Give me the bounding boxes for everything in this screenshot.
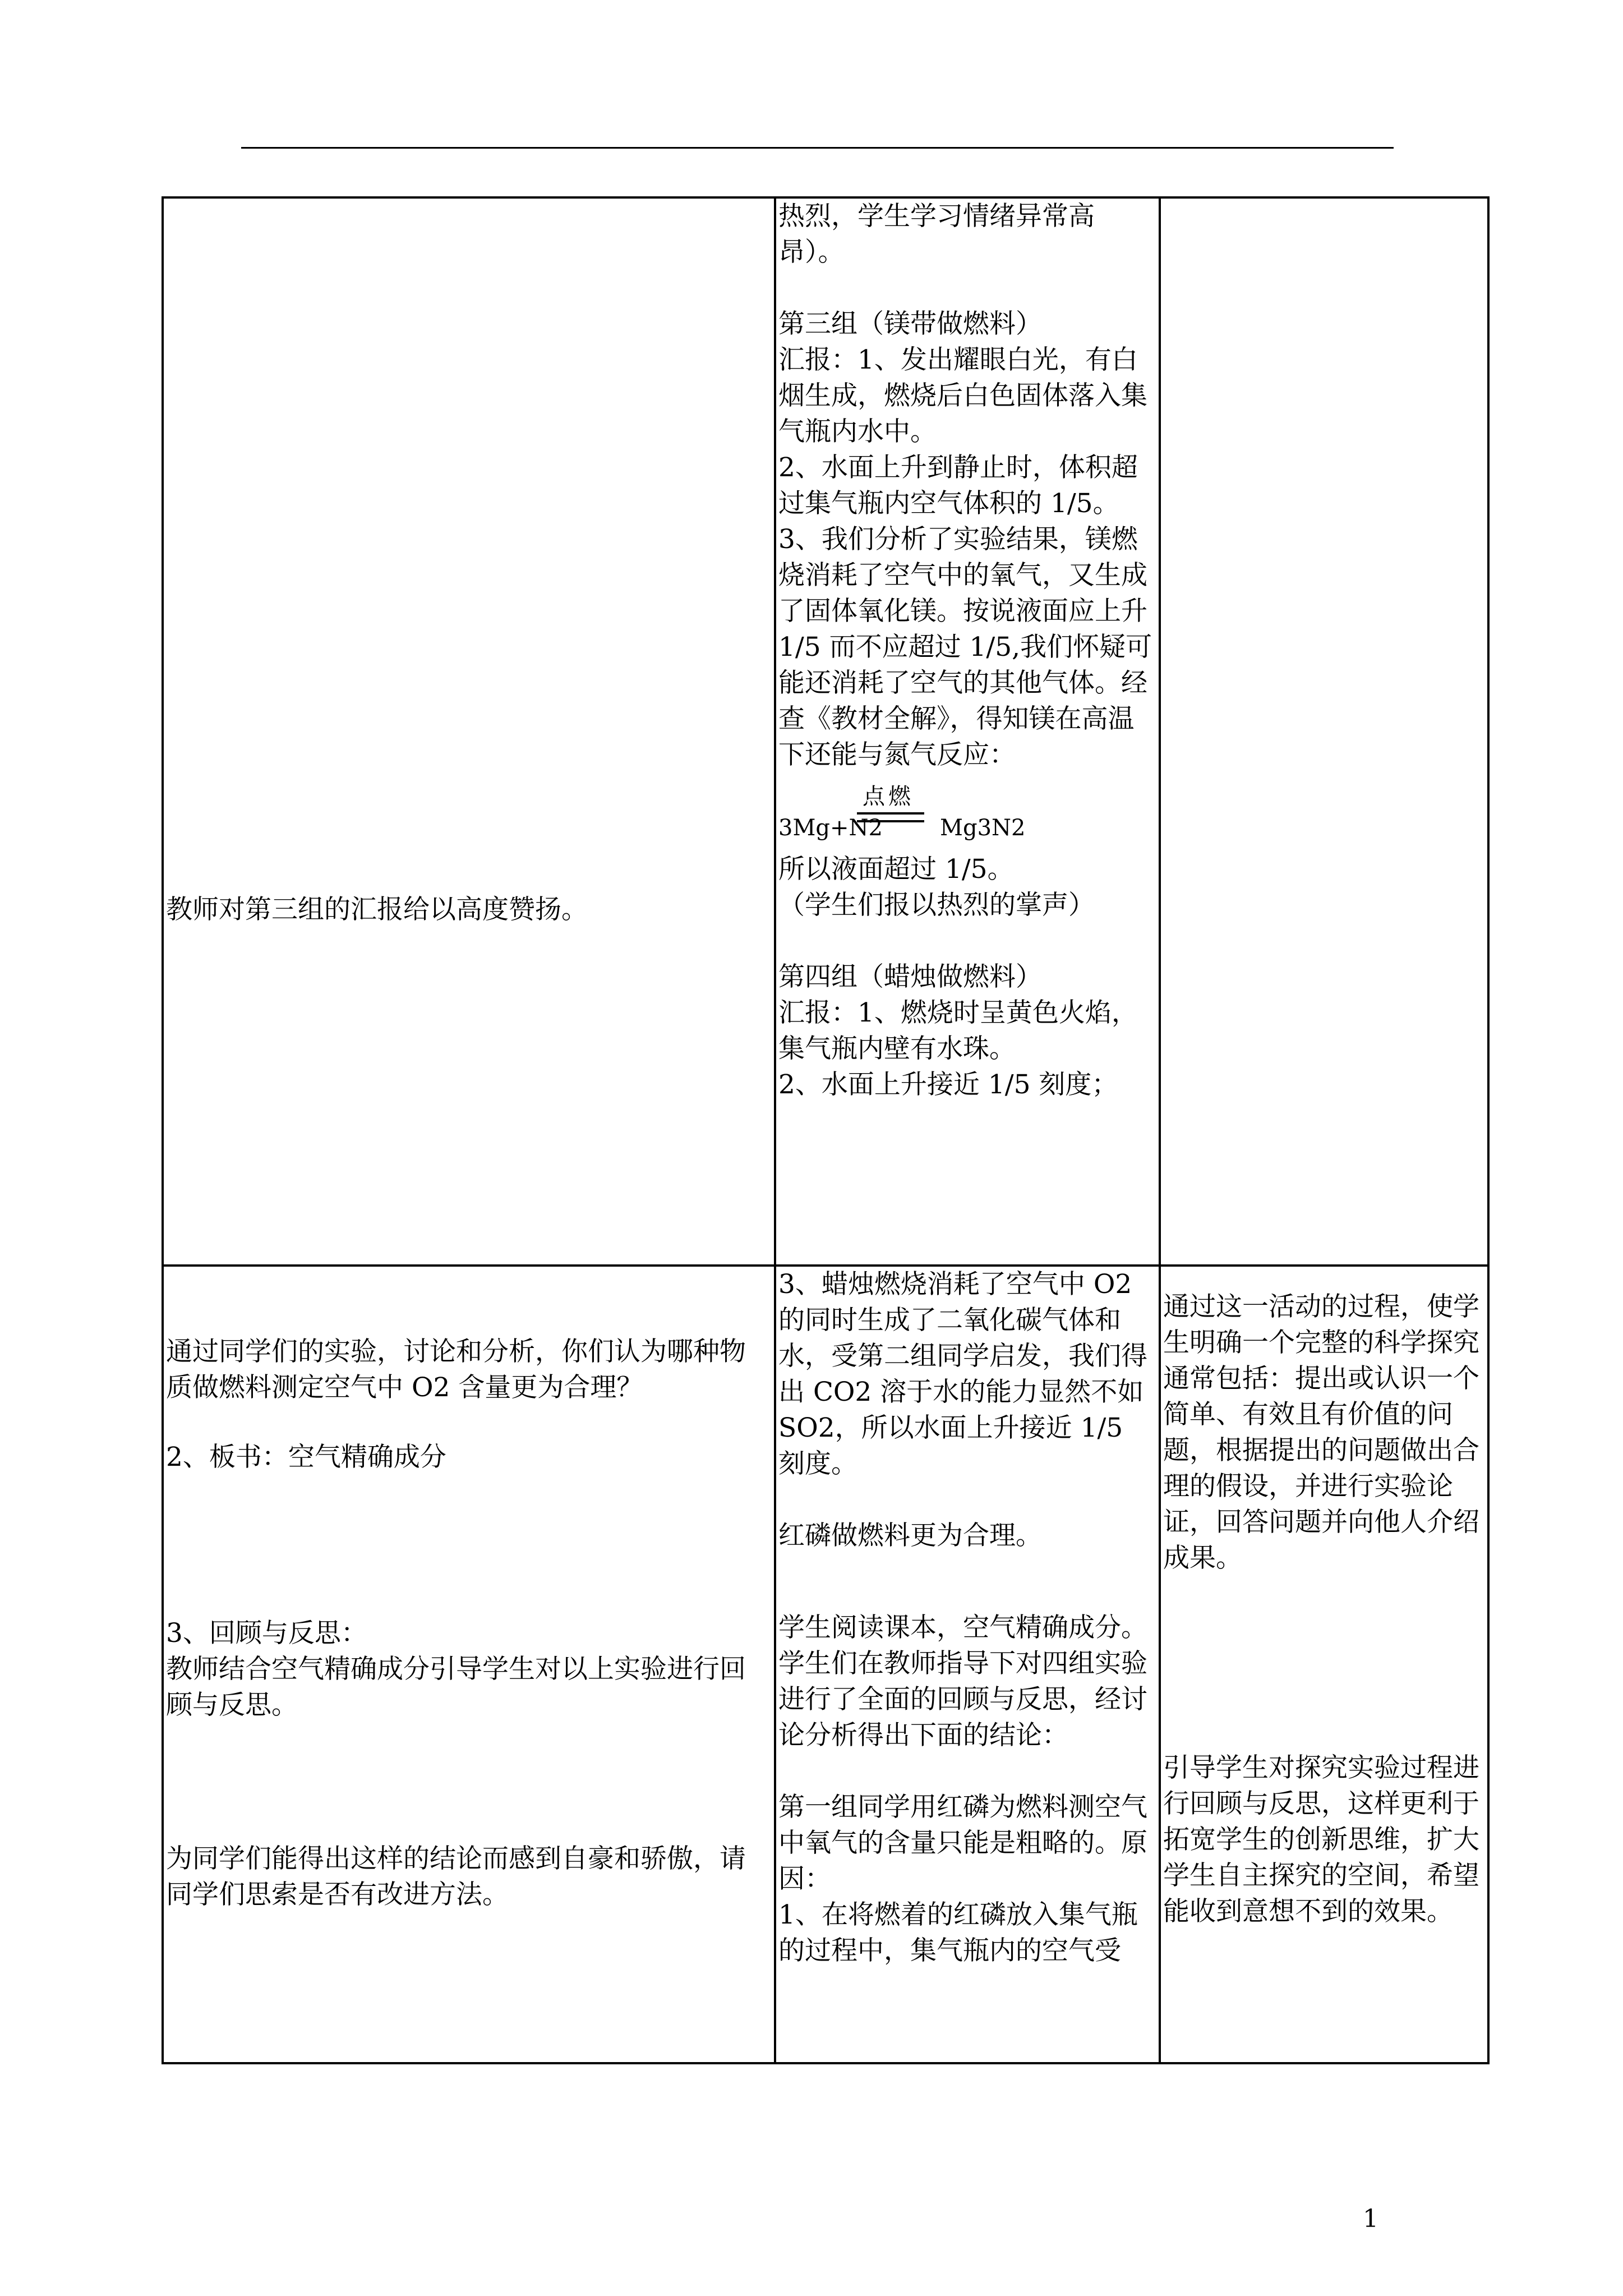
teacher-text: 教师结合空气精确成分引导学生对以上实验进行回顾与反思。 xyxy=(166,1654,746,1720)
equation-reactants: 3Mg+N2 xyxy=(778,815,883,841)
student-activity-cell xyxy=(775,1266,1160,2063)
teacher-text: 2、板书：空气精确成分 xyxy=(166,1442,446,1473)
student-text: 红磷做燃料更为合理。 xyxy=(778,1520,1042,1551)
equation-products: Mg3N2 xyxy=(940,815,1026,841)
table-row xyxy=(163,197,1488,1266)
student-text: （学生们报以热烈的掌声） xyxy=(778,890,1095,921)
group-heading: 第四组（蜡烛做燃料） xyxy=(778,961,1042,992)
student-text: 热烈，学生学习情绪异常高昂）。 xyxy=(778,201,1095,268)
page-number: 1 xyxy=(1363,2205,1378,2233)
student-text: 所以液面超过 1/5。 xyxy=(778,854,1014,885)
group-heading: 第三组（镁带做燃料） xyxy=(778,309,1042,339)
design-intent-cell xyxy=(1160,197,1488,1266)
lesson-table xyxy=(162,196,1490,2064)
student-text: 汇报：1、燃烧时呈黄色火焰，集气瓶内壁有水珠。 xyxy=(778,997,1138,1064)
student-text: 第一组同学用红磷为燃料测空气中氧气的含量只能是粗略的。原 因： xyxy=(778,1792,1147,1894)
design-intent-cell xyxy=(1160,1266,1488,2063)
student-text: 2、水面上升到静止时，体积超过集气瓶内空气体积的 1/5。 xyxy=(778,452,1138,519)
equation-condition: 点燃 xyxy=(863,784,914,809)
teacher-activity-cell xyxy=(163,1266,775,2063)
teacher-text: 为同学们能得出这样的结论而感到自豪和骄傲，请同学们思索是否有改进方法。 xyxy=(166,1843,746,1910)
design-text: 引导学生对探究实验过程进行回顾与反思，这样更利于拓宽学生的创新思维，扩大学生自主探究的空间，希望能收到意想不到的效果。 xyxy=(1163,1752,1479,1927)
student-text: 2、水面上升接近 1/5 刻度； xyxy=(778,1069,1118,1100)
teacher-activity-cell xyxy=(163,197,775,1266)
student-activity-cell xyxy=(775,197,1160,1266)
table-row xyxy=(163,1266,1488,2063)
student-text: 学生阅读课本，空气精确成分。学生们在教师指导下对四组实验进行了全面的回顾与反思，经讨论分析得出下面的结论： xyxy=(778,1612,1147,1751)
header-rule xyxy=(241,147,1394,149)
equation-equals-line xyxy=(857,820,924,822)
student-text: 汇报：1、发出耀眼白光，有白烟生成，燃烧后白色固体落入集气瓶内水中。 xyxy=(778,344,1147,447)
student-text: 3、我们分析了实验结果，镁燃烧消耗了空气中的氧气，又生成了固体氧化镁。按说液面应上升 1/5 而不应超过 1/5,我们怀疑可能还消耗了空气的其他气体。经查《教材全解》，得知镁在高温下还能与氮气反应： xyxy=(778,524,1152,770)
student-text: 1、在将燃着的红磷放入集气瓶的过程中，集气瓶内的空气受 xyxy=(778,1899,1138,1966)
design-text: 通过这一活动的过程，使学生明确一个完整的科学探究通常包括：提出或认识一个简单、有效且有价值的问题，根据提出的问题做出合理的假设，并进行实验论证，回答问题并向他人介绍成果。 xyxy=(1163,1291,1479,1573)
student-text: 3、蜡烛燃烧消耗了空气中 O2 的同时生成了二氧化碳气体和水，受第二组同学启发，我们得出 CO2 溶于水的能力显然不如 SO2，所以水面上升接近 1/5 刻度。 xyxy=(778,1269,1147,1479)
teacher-text: 3、回顾与反思： xyxy=(166,1618,367,1649)
chemical-equation xyxy=(778,773,1156,852)
teacher-text: 教师对第三组的汇报给以高度赞扬。 xyxy=(166,894,588,925)
teacher-text: 通过同学们的实验，讨论和分析，你们认为哪种物质做燃料测定空气中 O2 含量更为合理？ xyxy=(166,1336,746,1403)
equation-equals-line xyxy=(857,812,924,815)
